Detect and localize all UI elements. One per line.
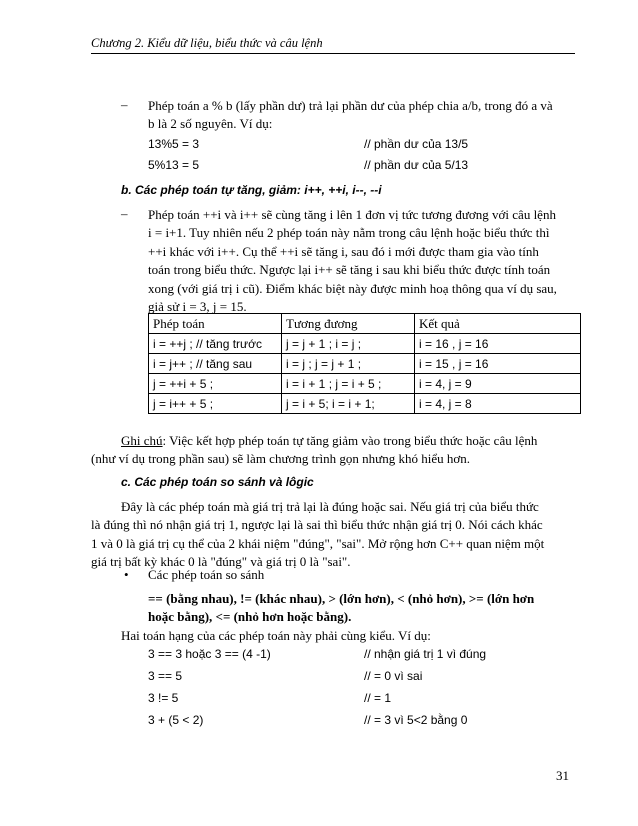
text-line: Phép toán ++i và i++ sẽ cùng tăng i lên 1 đơn vị tức tương đương với câu lệnh xyxy=(148,207,556,222)
text-line: b là 2 số nguyên. Ví dụ: xyxy=(148,116,273,132)
table-cell: i = j++ ; // tăng sau xyxy=(149,354,282,374)
note-label: Ghi chú xyxy=(121,433,163,448)
text-line: ++i khác với i++. Cụ thể ++i sẽ tăng i, sau đó i mới được tham gia vào tính xyxy=(148,243,539,259)
example-comment: // phần dư của 13/5 xyxy=(364,137,469,151)
table-cell: j = i++ + 5 ; xyxy=(149,394,282,414)
example-code: 3 == 5 xyxy=(148,669,183,683)
section-c-heading: c. Các phép toán so sánh và lôgic xyxy=(121,475,314,489)
table-row xyxy=(149,374,581,394)
table-cell: i = 4, j = 9 xyxy=(415,374,581,394)
table-cell: i = 15 , j = 16 xyxy=(415,354,581,374)
comparison-paragraph xyxy=(91,498,578,572)
increment-paragraph xyxy=(148,206,578,316)
dash-bullet: – xyxy=(121,206,128,221)
table-cell: j = ++i + 5 ; xyxy=(149,374,282,394)
example-code: 3 == 3 hoặc 3 == (4 -1) xyxy=(148,647,271,661)
table-cell: i = 16 , j = 16 xyxy=(415,334,581,354)
modulo-paragraph xyxy=(148,97,578,134)
table-cell: j = j + 1 ; i = j ; xyxy=(282,334,415,354)
text-line: toán trong biểu thức. Ngược lại i++ sẽ tăng i sau khi biểu thức được tính toán xyxy=(148,262,551,278)
example-code: 3 + (5 < 2) xyxy=(148,713,204,727)
text-line: 1 và 0 là giá trị cụ thể của 2 khái niệm "đúng", "sai". Mở rộng hơn C++ quan niệm một xyxy=(91,535,545,551)
table-cell: i = 4, j = 8 xyxy=(415,394,581,414)
comparison-operators xyxy=(148,590,578,627)
text-line: i = i+1. Tuy nhiên nếu 2 phép toán này nằm trong câu lệnh hoặc biểu thức thì xyxy=(148,225,550,241)
table-cell: i = j ; j = j + 1 ; xyxy=(282,354,415,374)
table-row xyxy=(149,354,581,374)
page-number: 31 xyxy=(556,768,569,783)
bullet-icon: • xyxy=(124,567,129,582)
text-line: hoặc bằng), <= (nhỏ hơn hoặc bằng). xyxy=(148,609,352,625)
example-code: 13%5 = 3 xyxy=(148,137,200,151)
header-rule xyxy=(91,53,575,54)
example-code: 5%13 = 5 xyxy=(148,158,200,172)
example-comment: // = 1 xyxy=(364,691,392,705)
table-header-cell: Tương đương xyxy=(282,314,415,334)
text-line: Phép toán a % b (lấy phần dư) trả lại phần dư của phép chia a/b, trong đó a và xyxy=(148,98,553,113)
table-cell: j = i + 5; i = i + 1; xyxy=(282,394,415,414)
text-line: Đây là các phép toán mà giá trị trả lại là đúng hoặc sai. Nếu giá trị của biểu thức xyxy=(121,499,539,514)
example-comment: // nhận giá trị 1 vì đúng xyxy=(364,647,487,661)
note-paragraph xyxy=(91,432,578,450)
note-text: : Việc kết hợp phép toán tự tăng giảm vào trong biểu thức hoặc câu lệnh xyxy=(162,433,538,448)
text-line: giả sử i = 3, j = 15. xyxy=(148,299,247,315)
bullet-text: Các phép toán so sánh xyxy=(148,567,265,582)
table-row xyxy=(149,334,581,354)
text-line: là đúng thì nó nhận giá trị 1, ngược lại là sai thì biểu thức nhận giá trị 0. Nói cách khác xyxy=(91,517,543,533)
table-row xyxy=(149,394,581,414)
table-cell: i = ++j ; // tăng trước xyxy=(149,334,282,354)
text-line: == (bằng nhau), != (khác nhau), > (lớn hơn), < (nhỏ hơn), >= (lớn hơn xyxy=(148,591,535,606)
example-code: 3 != 5 xyxy=(148,691,179,705)
increment-table xyxy=(148,313,581,414)
text-line: giá trị bất kỳ khác 0 là "đúng" và giá trị 0 là "sai". xyxy=(91,554,351,570)
page-header-title: Chương 2. Kiểu dữ liệu, biểu thức và câu lệnh xyxy=(91,36,323,50)
example-comment: // = 3 vì 5<2 bằng 0 xyxy=(364,713,468,727)
text-line: xong (với giá trị i cũ). Điểm khác biệt này được minh hoạ thông qua ví dụ sau, xyxy=(148,280,557,296)
dash-bullet: – xyxy=(121,97,128,112)
table-cell: i = i + 1 ; j = i + 5 ; xyxy=(282,374,415,394)
table-header-row xyxy=(149,314,581,334)
section-b-heading: b. Các phép toán tự tăng, giảm: i++, ++i, i--, --i xyxy=(121,183,382,197)
table-header-cell: Phép toán xyxy=(149,314,282,334)
example-comment: // phần dư của 5/13 xyxy=(364,158,469,172)
note-line-2: (như ví dụ trong phần sau) sẽ làm chương trình gọn nhưng khó hiểu hơn. xyxy=(91,451,470,466)
table-header-cell: Kết quả xyxy=(415,314,581,334)
example-comment: // = 0 vì sai xyxy=(364,669,423,683)
two-operands-text: Hai toán hạng của các phép toán này phải cùng kiểu. Ví dụ: xyxy=(121,628,431,643)
